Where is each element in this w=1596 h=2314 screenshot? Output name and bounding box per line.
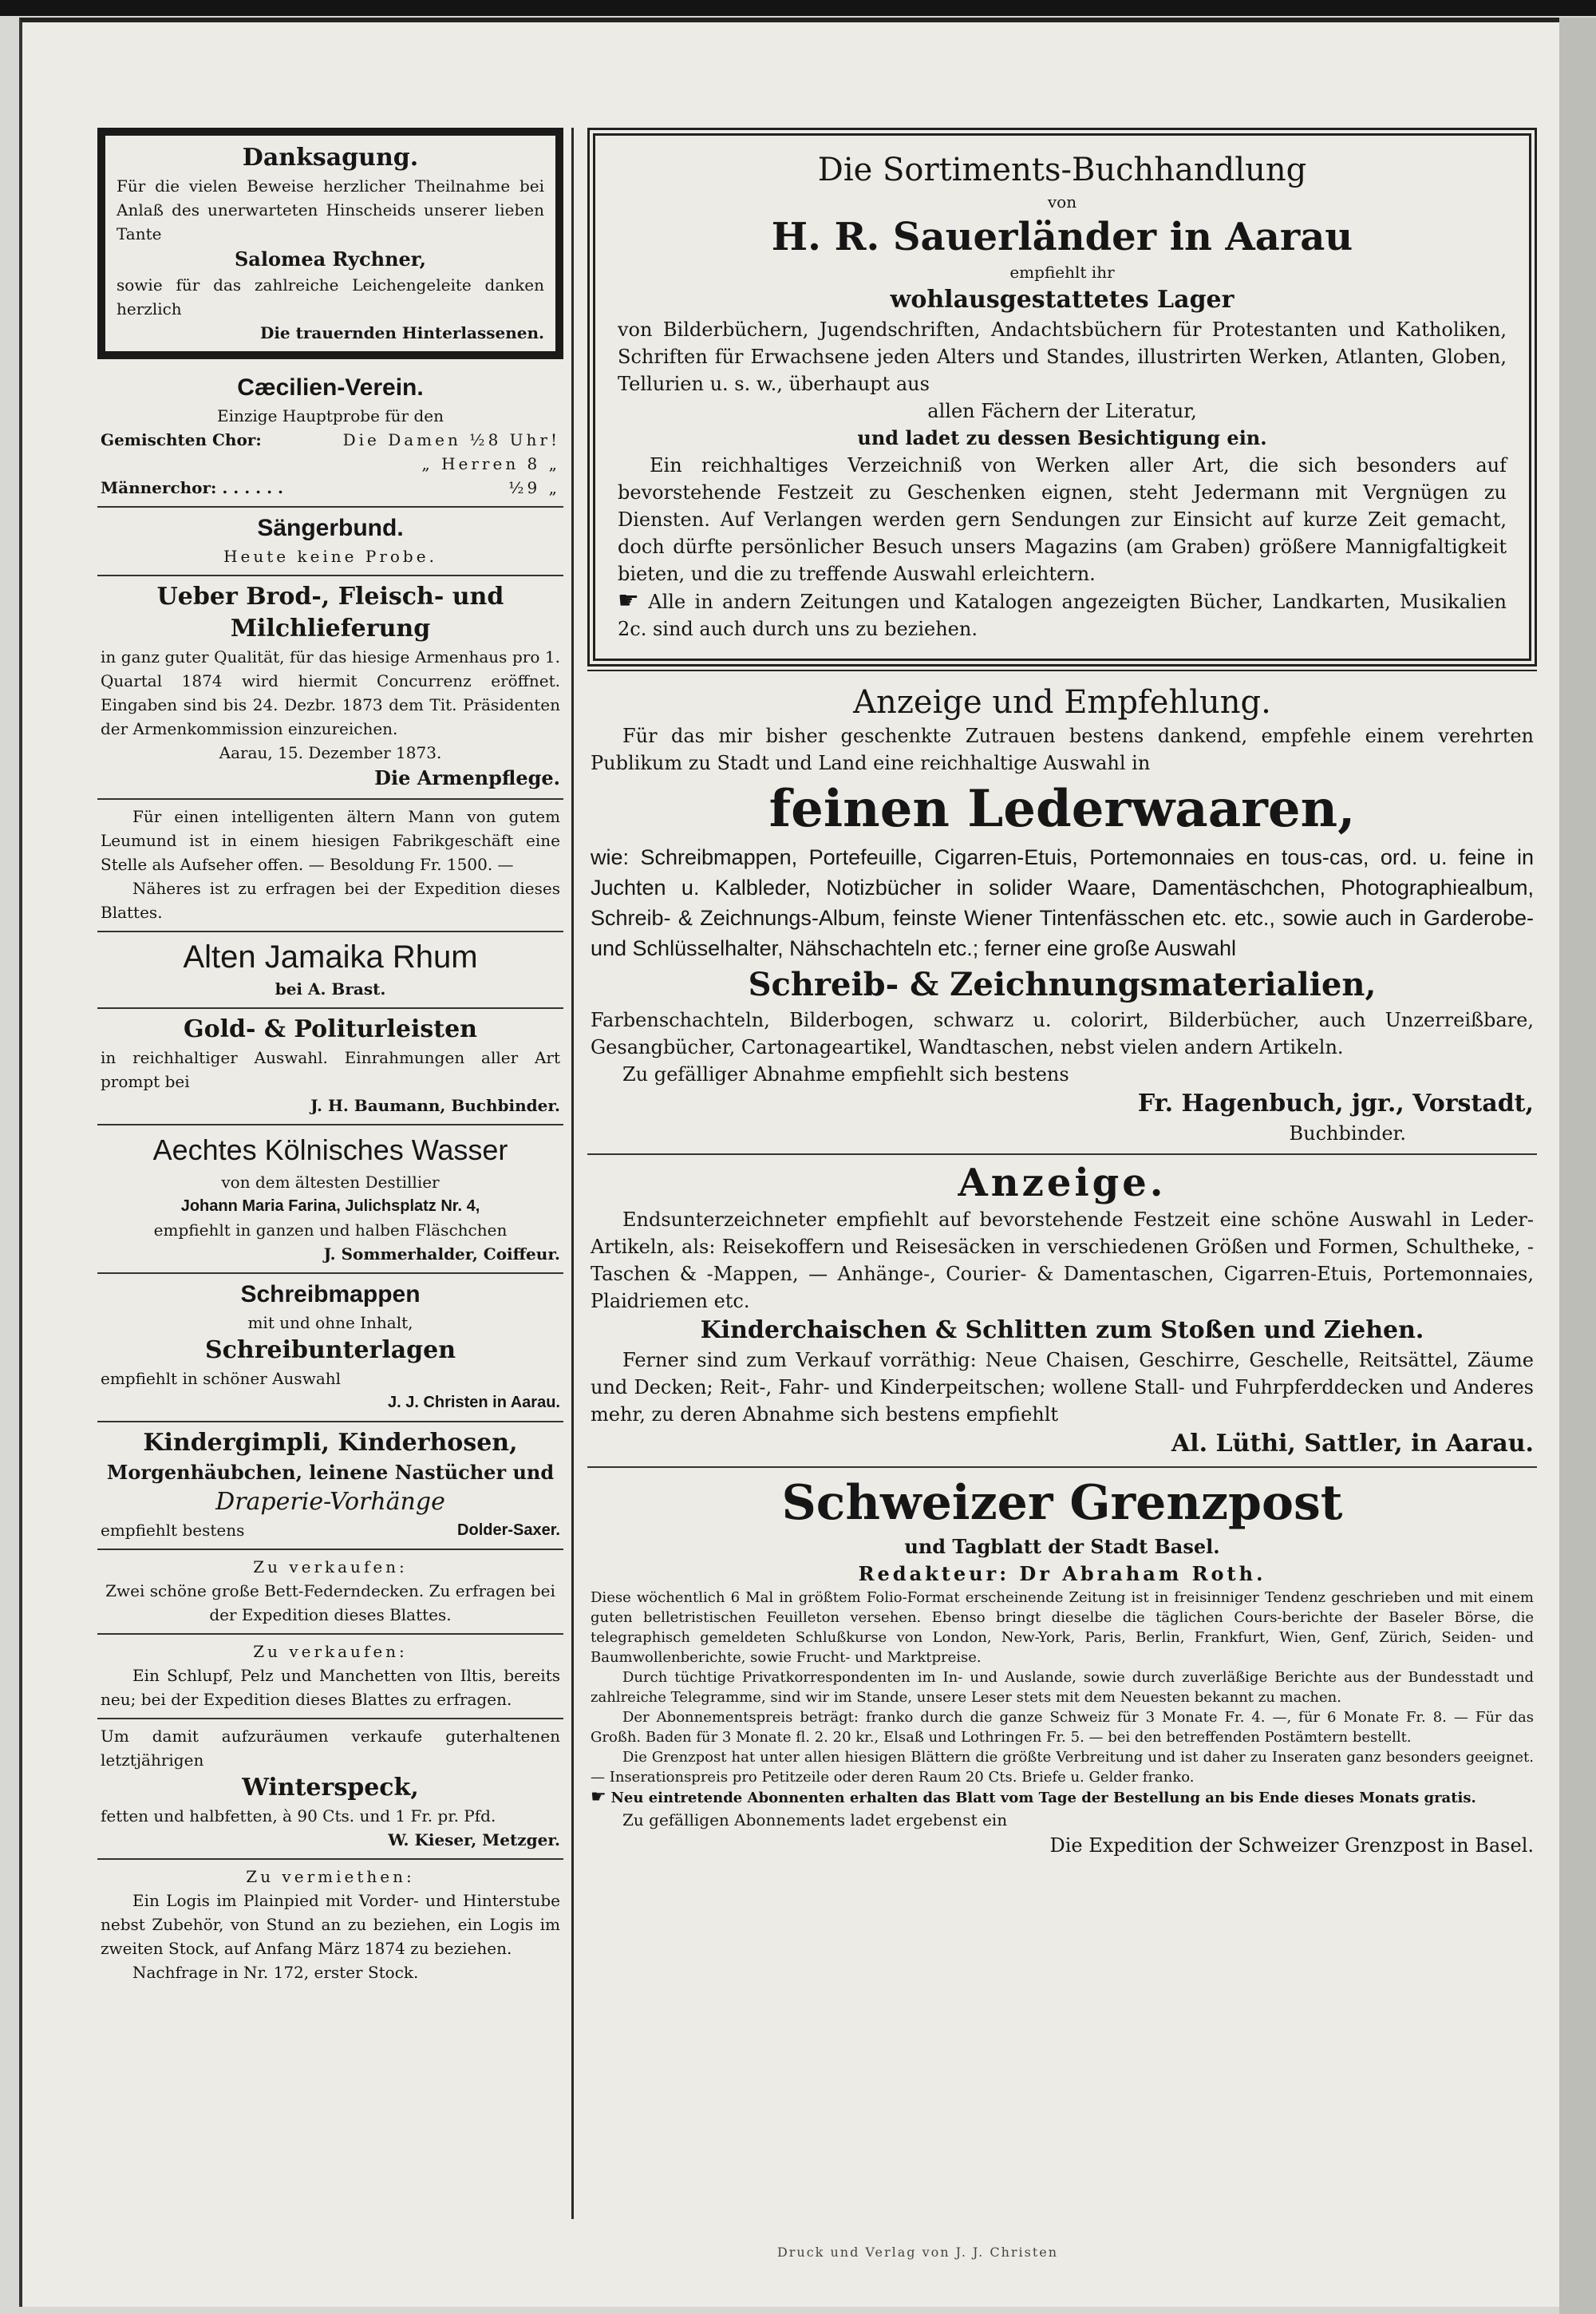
anz1-big2: Schreib- & Zeichnungsmaterialien,	[748, 966, 1377, 1003]
caecilien-row2	[101, 452, 560, 476]
ad-hagenbuch	[587, 678, 1537, 1155]
koeln-line2: Johann Maria Farina, Julichsplatz Nr. 4,	[180, 1197, 480, 1215]
verm-last: Nachfrage in Nr. 172, erster Stock.	[132, 1963, 419, 1982]
anz1-big: feinen Lederwaaren,	[768, 779, 1356, 839]
sort-body1: von Bilderbüchern, Jugendschriften, Andachtsbüchern für Protestanten und Katholiken, Schriften für Erwachsene jeden Alters und Standes, illustrirten Werken, Atlanten, Globen, Tellurien u. s. w., überhaupt aus	[618, 318, 1507, 395]
sort-empf: empfiehlt ihr	[1009, 263, 1115, 282]
caecilien-row3	[101, 476, 560, 500]
caecilien-title: Cæcilien-Verein.	[237, 374, 424, 401]
schreib-title2: Schreibunterlagen	[204, 1336, 456, 1364]
gold-signature: J. H. Baumann, Buchbinder.	[310, 1096, 560, 1115]
rhum-line: bei A. Brast.	[275, 979, 386, 999]
grenz-signature: Die Expedition der Schweizer Grenzpost in Basel.	[1049, 1834, 1534, 1857]
sort-body4: Ein reichhaltiges Verzeichniß von Werken aller Art, die sich besonders auf bevorstehende Festzeit zu Geschenken eignen, steht Jedermann mit Vergnügen zu Diensten. Auf Verlangen werden gern Sendungen zur Einsicht auf kurze Zeit gemacht, doch dürfte persönlicher Besuch unsers Magazins (am Graben) größere Mannigfaltigkeit bieten, und die zu treffende Auswahl erleichtern.	[618, 454, 1507, 585]
kinder-footer	[101, 1518, 560, 1542]
grenz-body4: Die Grenzpost hat unter allen hiesigen Blättern die größte Verbreitung und ist daher zu Inseraten ganz besonders geeignet. — Inserationspreis pro Petitzeile oder deren Raum 20 Cts. Briefe u. Gelder franko.	[591, 1749, 1534, 1786]
sort-body5: Alle in andern Zeitungen und Katalogen angezeigten Bücher, Landkarten, Musikalien 2c. sind auch durch uns zu beziehen.	[618, 591, 1507, 640]
kinder-signature: Dolder-Saxer.	[457, 1521, 560, 1539]
speck-title: Winterspeck,	[242, 1774, 419, 1802]
ad-luethi	[587, 1155, 1537, 1468]
ad-aufseher	[97, 800, 563, 932]
aufseher-body2: Näheres ist zu erfragen bei der Expedition dieses Blattes.	[101, 879, 560, 922]
grenz-body: Diese wöchentlich 6 Mal in größtem Folio-Format erscheinende Zeitung ist in freisinniger Tendenz geschrieben und mit einem guten belletristischen Feuilleton versehen. Ebenso bringt dieselbe die täglichen Cours-berichte der Baseler Börse, die telegraphisch gemeldeten Schlußkurse von London, New-York, Paris, Berlin, Frankfurt, Wien, Genf, Zürich, Seiden- und Baumwollenberichte, sowie Frucht- und Marktpreise.	[591, 1589, 1534, 1666]
ad-verkaufen-2	[97, 1635, 563, 1719]
right-column	[587, 128, 1537, 2227]
grenz-body5-wrap	[591, 1787, 1534, 1808]
koeln-line3: empfiehlt in ganzen und halben Fläschchen	[153, 1220, 508, 1240]
ad-caecilien	[97, 367, 563, 508]
ad-schweizer-grenzpost	[587, 1468, 1537, 1865]
sort-body2: allen Fächern der Literatur,	[927, 400, 1197, 422]
speck-intro: Um damit aufzuräumen verkaufe guterhaltenen letztjährigen	[101, 1727, 560, 1770]
verk1-body: Zwei schöne große Bett-Federndecken. Zu erfragen bei der Expedition dieses Blattes.	[105, 1581, 555, 1624]
anz1-signature2: Buchbinder.	[1289, 1122, 1406, 1145]
brod-title2: Milchlieferung	[230, 615, 431, 643]
gold-title: Gold- & Politurleisten	[184, 1015, 477, 1043]
anz2-body: Endsunterzeichneter empfiehlt auf bevorstehende Festzeit eine schöne Auswahl in Leder-Artikeln, als: Reisekoffern und Reisesäcken in verschiedenen Größen und Formen, Schultheke, -Taschen & -Mappen, — Anhänge-, Courier- & Damentaschen, Cigarren-Etuis, Portemonnaies, Plaidriemen etc.	[591, 1208, 1534, 1312]
pointing-hand-icon: ☛	[618, 587, 639, 615]
sort-title: Die Sortiments-Buchhandlung	[817, 152, 1307, 188]
sort-name: H. R. Sauerländer in Aarau	[771, 215, 1353, 259]
anz2-big: Kinderchaischen & Schlitten zum Stoßen und Ziehen.	[700, 1316, 1424, 1344]
brod-title1: Ueber Brod-, Fleisch- und	[156, 583, 504, 611]
danksagung-body2: sowie für das zahlreiche Leichengeleite danken herzlich	[117, 275, 544, 318]
speck-signature: W. Kieser, Metzger.	[388, 1830, 560, 1849]
scan-right-edge	[1559, 18, 1596, 2314]
schreib-signature: J. J. Christen in Aarau.	[388, 1394, 560, 1411]
verk1-title: Zu verkaufen:	[253, 1557, 408, 1576]
anz1-intro: Für das mir bisher geschenkte Zutrauen bestens dankend, empfehle einem verehrten Publikum zu Stadt und Land eine reichhaltige Auswahl in	[591, 725, 1534, 774]
saengerbund-line: Heute keine Probe.	[223, 547, 437, 566]
anz2-title: Anzeige.	[958, 1161, 1167, 1205]
grenz-close: Zu gefälligen Abonnements ladet ergebenst ein	[622, 1810, 1008, 1829]
brod-signature: Die Armenpflege.	[374, 766, 560, 789]
sort-body5-wrap	[618, 587, 1507, 643]
anz2-body2: Ferner sind zum Verkauf vorräthig: Neue Chaisen, Geschirre, Geschelle, Reitsättel, Zäume und Decken; Reit-, Fahr- und Kinderpeitschen; wollene Stall- und Fuhrpferddecken und Anderes mehr, zu deren Abnahme sich bestens empfiehlt	[591, 1349, 1534, 1426]
schreib-title: Schreibmappen	[240, 1281, 421, 1307]
printer-imprint: Druck und Verlag von J. J. Christen	[776, 2245, 1059, 2260]
anz1-body2: Farbenschachteln, Bilderbogen, schwarz u. colorirt, Bilderbücher, auch Unzerreißbare, Gesangbücher, Cartonageartikel, Wandtaschen, nebst vielen andern Artikeln.	[591, 1009, 1534, 1058]
sort-von: von	[1047, 192, 1077, 212]
grenz-sub: und Tagblatt der Stadt Basel.	[904, 1535, 1220, 1558]
ad-schreibmappen	[97, 1274, 563, 1422]
ad-sortiments-buchhandlung	[587, 128, 1537, 667]
caecilien-row1-right: Die Damen ½8 Uhr!	[342, 430, 560, 449]
caecilien-row3-left: Männerchor: . . . . . .	[101, 478, 283, 497]
danksagung-title: Danksagung.	[242, 144, 419, 172]
danksagung-name: Salomea Rychner,	[234, 247, 427, 271]
verm-body: Ein Logis im Plainpied mit Vorder- und Hinterstube nebst Zubehör, von Stund an zu beziehen, ein Logis im zweiten Stock, auf Anfang März 1874 zu beziehen.	[101, 1891, 560, 1958]
kinder-line2: Draperie-Vorhänge	[215, 1488, 445, 1516]
aufseher-body: Für einen intelligenten ältern Mann von gutem Leumund ist in einem hiesigen Fabrikgeschäft eine Stelle als Aufseher offen. — Besoldung Fr. 1500. —	[101, 807, 560, 874]
koeln-line1: von dem ältesten Destillier	[221, 1173, 440, 1192]
ad-koelnisches-wasser	[97, 1125, 563, 1274]
caecilien-row1-left: Gemischten Chor:	[101, 430, 262, 449]
kinder-title: Kindergimpli, Kinderhosen,	[143, 1429, 518, 1457]
anz1-body: wie: Schreibmappen, Portefeuille, Cigarren-Etuis, Portemonnaies en tous-cas, ord. u. feine in Juchten u. Kalbleder, Notizbücher in solider Waare, Damentäschchen, Photographiealbum, Schreib- & Zeichnungs-Album, feinste Wiener Tintenfässchen etc. etc., sowie auch in Garderobe- und Schlüsselhalter, Nähschachteln etc.; ferner eine große Auswahl	[591, 845, 1534, 960]
ad-saengerbund	[97, 508, 563, 576]
kinder-line1: Morgenhäubchen, leinene Nastücher und	[106, 1461, 555, 1484]
caecilien-row3-right: ½9 „	[508, 478, 560, 497]
pointing-hand-icon: ☛	[591, 1787, 606, 1807]
column-divider	[571, 128, 574, 2219]
ad-politurleisten	[97, 1009, 563, 1125]
schreib-line2: empfiehlt in schöner Auswahl	[101, 1369, 342, 1388]
sort-body3: und ladet zu dessen Besichtigung ein.	[857, 426, 1267, 449]
ad-rhum	[97, 932, 563, 1009]
sort-lager: wohlausgestattetes Lager	[890, 286, 1235, 314]
verk2-body: Ein Schlupf, Pelz und Manchetten von Iltis, bereits neu; bei der Expedition dieses Blattes zu erfragen.	[101, 1666, 560, 1709]
ad-vermiethen	[97, 1860, 563, 1991]
left-column	[97, 128, 563, 2227]
caecilien-line1: Einzige Hauptprobe für den	[216, 406, 444, 425]
grenz-body3: Der Abonnementspreis beträgt: franko durch die ganze Schweiz für 3 Monate Fr. 4. —, für 6 Monate Fr. 8. — Für das Großh. Baden für 3 Monate fl. 2. 20 kr., Elsaß und Lothringen Fr. 5. — bei den betreffenden Postämtern bestellt.	[591, 1709, 1534, 1746]
anz2-signature: Al. Lüthi, Sattler, in Aarau.	[1171, 1430, 1534, 1458]
speck-body: fetten und halbfetten, à 90 Cts. und 1 Fr. pr. Pfd.	[101, 1806, 496, 1825]
caecilien-row1	[101, 428, 560, 452]
grenz-title: Schweizer Grenzpost	[781, 1475, 1343, 1531]
grenz-body2: Durch tüchtige Privatkorrespondenten im In- und Auslande, sowie durch zuverläßige Berichte aus der Bundesstadt und zahlreiche Telegramme, sind wir im Stande, unsere Leser stets mit dem Neuesten bekannt zu machen.	[591, 1669, 1534, 1706]
rhum-title: Alten Jamaika Rhum	[183, 939, 478, 975]
schreib-line1: mit und ohne Inhalt,	[247, 1313, 413, 1332]
ad-winterspeck	[97, 1719, 563, 1860]
anz1-title: Anzeige und Empfehlung.	[853, 684, 1271, 721]
verm-title: Zu vermiethen:	[246, 1867, 415, 1886]
danksagung-body: Für die vielen Beweise herzlicher Theilnahme bei Anlaß des unerwarteten Hinscheids unserer lieben Tante	[117, 176, 544, 243]
verk2-title: Zu verkaufen:	[253, 1642, 408, 1661]
brod-body: in ganz guter Qualität, für das hiesige Armenhaus pro 1. Quartal 1874 wird hiermit Concurrenz eröffnet. Eingaben sind bis 24. Dezbr. 1873 dem Tit. Präsidenten der Armenkommission einzureichen.	[101, 647, 560, 738]
grenz-redakteur: Redakteur: Dr Abraham Roth.	[858, 1562, 1266, 1585]
saengerbund-title: Sängerbund.	[257, 515, 404, 541]
ad-kindergimpli	[97, 1422, 563, 1550]
danksagung-signature: Die trauernden Hinterlassenen.	[259, 323, 544, 342]
gold-body: in reichhaltiger Auswahl. Einrahmungen aller Art prompt bei	[101, 1048, 560, 1091]
koeln-title: Aechtes Kölnisches Wasser	[152, 1133, 508, 1166]
ad-verkaufen-1	[97, 1550, 563, 1635]
ad-danksagung	[97, 128, 563, 359]
scan-top-edge	[0, 0, 1596, 16]
anz1-close: Zu gefälliger Abnahme empfiehlt sich bestens	[622, 1063, 1069, 1086]
brod-place: Aarau, 15. Dezember 1873.	[219, 743, 442, 762]
koeln-signature: J. Sommerhalder, Coiffeur.	[323, 1244, 560, 1264]
kinder-left: empfiehlt bestens	[101, 1521, 245, 1540]
caecilien-row2-right: „ Herren 8 „	[421, 454, 560, 473]
anz1-signature: Fr. Hagenbuch, jgr., Vorstadt,	[1137, 1090, 1534, 1117]
grenz-body5: Neu eintretende Abonnenten erhalten das Blatt vom Tage der Bestellung an bis Ende dieses Monats gratis.	[610, 1790, 1476, 1806]
ad-milchlieferung	[97, 576, 563, 800]
